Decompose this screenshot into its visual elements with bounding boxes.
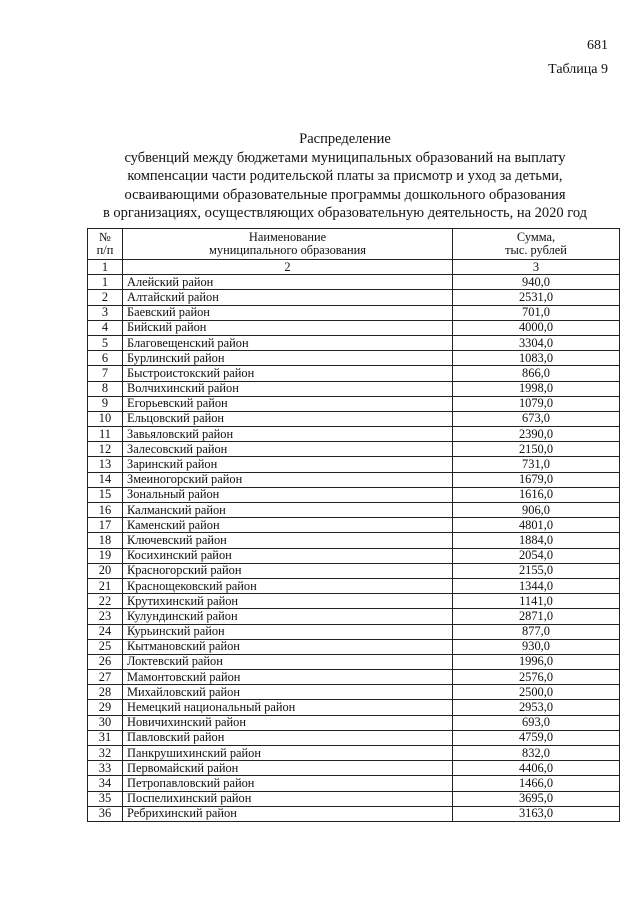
row-number: 18 xyxy=(88,533,123,548)
district-name: Баевский район xyxy=(123,305,453,320)
district-name: Алейский район xyxy=(123,275,453,290)
table-row xyxy=(88,548,620,563)
subvention-amount: 1679,0 xyxy=(453,472,620,487)
district-name: Бийский район xyxy=(123,320,453,335)
table-row xyxy=(88,700,620,715)
subvention-amount: 930,0 xyxy=(453,639,620,654)
title-line: компенсации части родительской платы за присмотр и уход за детьми, xyxy=(127,168,563,184)
table-row xyxy=(88,746,620,761)
row-number: 30 xyxy=(88,715,123,730)
subvention-amount: 1998,0 xyxy=(453,381,620,396)
subvention-amount: 731,0 xyxy=(453,457,620,472)
table-row xyxy=(88,411,620,426)
subvention-amount: 866,0 xyxy=(453,366,620,381)
table-row xyxy=(88,654,620,669)
district-name: Быстроистокский район xyxy=(123,366,453,381)
table-row xyxy=(88,396,620,411)
subvention-amount: 2500,0 xyxy=(453,685,620,700)
district-name: Змеиногорский район xyxy=(123,472,453,487)
table-row xyxy=(88,715,620,730)
table-row xyxy=(88,533,620,548)
row-number: 10 xyxy=(88,411,123,426)
row-number: 2 xyxy=(88,290,123,305)
row-number: 15 xyxy=(88,487,123,502)
row-number: 13 xyxy=(88,457,123,472)
row-number: 29 xyxy=(88,700,123,715)
subvention-amount: 2576,0 xyxy=(453,670,620,685)
subvention-amount: 1344,0 xyxy=(453,578,620,593)
table-row xyxy=(88,366,620,381)
district-name: Кулундинский район xyxy=(123,609,453,624)
district-name: Алтайский район xyxy=(123,290,453,305)
district-name: Крутихинский район xyxy=(123,594,453,609)
table-row xyxy=(88,275,620,290)
subvention-amount: 2054,0 xyxy=(453,548,620,563)
subvention-amount: 1141,0 xyxy=(453,594,620,609)
subvention-amount: 2871,0 xyxy=(453,609,620,624)
table-row xyxy=(88,730,620,745)
row-number: 5 xyxy=(88,335,123,350)
district-name: Павловский район xyxy=(123,730,453,745)
header-row xyxy=(88,229,620,260)
table-row xyxy=(88,351,620,366)
district-name: Кытмановский район xyxy=(123,639,453,654)
page-number: 681 xyxy=(587,38,608,53)
row-number: 22 xyxy=(88,594,123,609)
row-number: 1 xyxy=(88,275,123,290)
district-name: Локтевский район xyxy=(123,654,453,669)
table-body xyxy=(88,275,620,822)
row-number: 25 xyxy=(88,639,123,654)
row-number: 7 xyxy=(88,366,123,381)
header-name xyxy=(123,229,453,260)
subvention-amount: 1616,0 xyxy=(453,487,620,502)
subvention-amount: 2390,0 xyxy=(453,427,620,442)
distribution-table xyxy=(87,228,620,822)
column-number: 3 xyxy=(453,260,620,275)
table-row xyxy=(88,578,620,593)
district-name: Ельцовский район xyxy=(123,411,453,426)
table-row xyxy=(88,457,620,472)
subvention-amount: 1996,0 xyxy=(453,654,620,669)
header-name-line: муниципального образования xyxy=(209,243,366,257)
title-line: в организациях, осуществляющих образовательную деятельность, на 2020 год xyxy=(102,205,588,221)
title-line: осваивающими образовательные программы дошкольного образования xyxy=(124,186,566,203)
row-number: 4 xyxy=(88,320,123,335)
table-row xyxy=(88,761,620,776)
row-number: 6 xyxy=(88,351,123,366)
row-number: 14 xyxy=(88,472,123,487)
table-label: Таблица 9 xyxy=(548,62,608,77)
subvention-amount: 2531,0 xyxy=(453,290,620,305)
subvention-amount: 4759,0 xyxy=(453,730,620,745)
row-number: 23 xyxy=(88,609,123,624)
table-row xyxy=(88,776,620,791)
row-number: 35 xyxy=(88,791,123,806)
district-name: Первомайский район xyxy=(123,761,453,776)
table-row xyxy=(88,290,620,305)
table-row xyxy=(88,503,620,518)
subvention-amount: 832,0 xyxy=(453,746,620,761)
table-title xyxy=(60,130,630,223)
subvention-amount: 3304,0 xyxy=(453,335,620,350)
table-row xyxy=(88,487,620,502)
column-number: 2 xyxy=(123,260,453,275)
district-name: Завьяловский район xyxy=(123,427,453,442)
district-name: Ребрихинский район xyxy=(123,806,453,821)
district-name: Мамонтовский район xyxy=(123,670,453,685)
subvention-amount: 693,0 xyxy=(453,715,620,730)
district-name: Бурлинский район xyxy=(123,351,453,366)
row-number: 27 xyxy=(88,670,123,685)
table-row xyxy=(88,381,620,396)
subvention-amount: 4000,0 xyxy=(453,320,620,335)
table-row xyxy=(88,670,620,685)
table-row xyxy=(88,305,620,320)
subvention-amount: 1083,0 xyxy=(453,351,620,366)
row-number: 21 xyxy=(88,578,123,593)
row-number: 31 xyxy=(88,730,123,745)
table-row xyxy=(88,335,620,350)
subvention-amount: 3163,0 xyxy=(453,806,620,821)
district-name: Заринский район xyxy=(123,457,453,472)
row-number: 34 xyxy=(88,776,123,791)
district-name: Новичихинский район xyxy=(123,715,453,730)
subvention-amount: 940,0 xyxy=(453,275,620,290)
district-name: Залесовский район xyxy=(123,442,453,457)
district-name: Краснощековский район xyxy=(123,578,453,593)
table-row xyxy=(88,806,620,821)
district-name: Курьинский район xyxy=(123,624,453,639)
table-row xyxy=(88,639,620,654)
row-number: 8 xyxy=(88,381,123,396)
district-name: Благовещенский район xyxy=(123,335,453,350)
row-number: 24 xyxy=(88,624,123,639)
subvention-amount: 3695,0 xyxy=(453,791,620,806)
table-row xyxy=(88,320,620,335)
header-num-line: п/п xyxy=(96,243,114,257)
subvention-amount: 2155,0 xyxy=(453,563,620,578)
district-name: Каменский район xyxy=(123,518,453,533)
row-number: 20 xyxy=(88,563,123,578)
table-row xyxy=(88,609,620,624)
header-sum-line: Сумма, xyxy=(516,230,556,244)
column-number: 1 xyxy=(88,260,123,275)
table-row xyxy=(88,685,620,700)
row-number: 11 xyxy=(88,427,123,442)
title-line: Распределение xyxy=(299,131,391,147)
table-row xyxy=(88,442,620,457)
table-row xyxy=(88,791,620,806)
district-name: Ключевский район xyxy=(123,533,453,548)
row-number: 36 xyxy=(88,806,123,821)
district-name: Зональный район xyxy=(123,487,453,502)
row-number: 12 xyxy=(88,442,123,457)
district-name: Немецкий национальный район xyxy=(123,700,453,715)
subvention-amount: 673,0 xyxy=(453,411,620,426)
subvention-amount: 877,0 xyxy=(453,624,620,639)
table-row xyxy=(88,518,620,533)
row-number: 32 xyxy=(88,746,123,761)
table-row xyxy=(88,472,620,487)
row-number: 9 xyxy=(88,396,123,411)
subvention-amount: 1884,0 xyxy=(453,533,620,548)
district-name: Егорьевский район xyxy=(123,396,453,411)
table-row xyxy=(88,624,620,639)
subvention-amount: 906,0 xyxy=(453,503,620,518)
row-number: 16 xyxy=(88,503,123,518)
row-number: 3 xyxy=(88,305,123,320)
table-row xyxy=(88,563,620,578)
row-number: 28 xyxy=(88,685,123,700)
district-name: Михайловский район xyxy=(123,685,453,700)
district-name: Калманский район xyxy=(123,503,453,518)
subvention-amount: 4801,0 xyxy=(453,518,620,533)
subvention-amount: 701,0 xyxy=(453,305,620,320)
district-name: Волчихинский район xyxy=(123,381,453,396)
column-numbering-row xyxy=(88,260,620,275)
subvention-amount: 4406,0 xyxy=(453,761,620,776)
subvention-amount: 2150,0 xyxy=(453,442,620,457)
row-number: 19 xyxy=(88,548,123,563)
row-number: 26 xyxy=(88,654,123,669)
district-name: Петропавловский район xyxy=(123,776,453,791)
header-sum-line: тыс. рублей xyxy=(505,243,567,257)
subvention-amount: 2953,0 xyxy=(453,700,620,715)
table-row xyxy=(88,594,620,609)
title-line: субвенций между бюджетами муниципальных образований на выплату xyxy=(124,149,566,166)
header-sum xyxy=(453,229,620,260)
district-name: Косихинский район xyxy=(123,548,453,563)
header-num xyxy=(88,229,123,260)
district-name: Панкрушихинский район xyxy=(123,746,453,761)
district-name: Поспелихинский район xyxy=(123,791,453,806)
subvention-amount: 1466,0 xyxy=(453,776,620,791)
subvention-amount: 1079,0 xyxy=(453,396,620,411)
table-row xyxy=(88,427,620,442)
row-number: 17 xyxy=(88,518,123,533)
district-name: Красногорский район xyxy=(123,563,453,578)
header-name-line: Наименование xyxy=(248,230,327,244)
row-number: 33 xyxy=(88,761,123,776)
header-num-line: № xyxy=(99,230,111,244)
